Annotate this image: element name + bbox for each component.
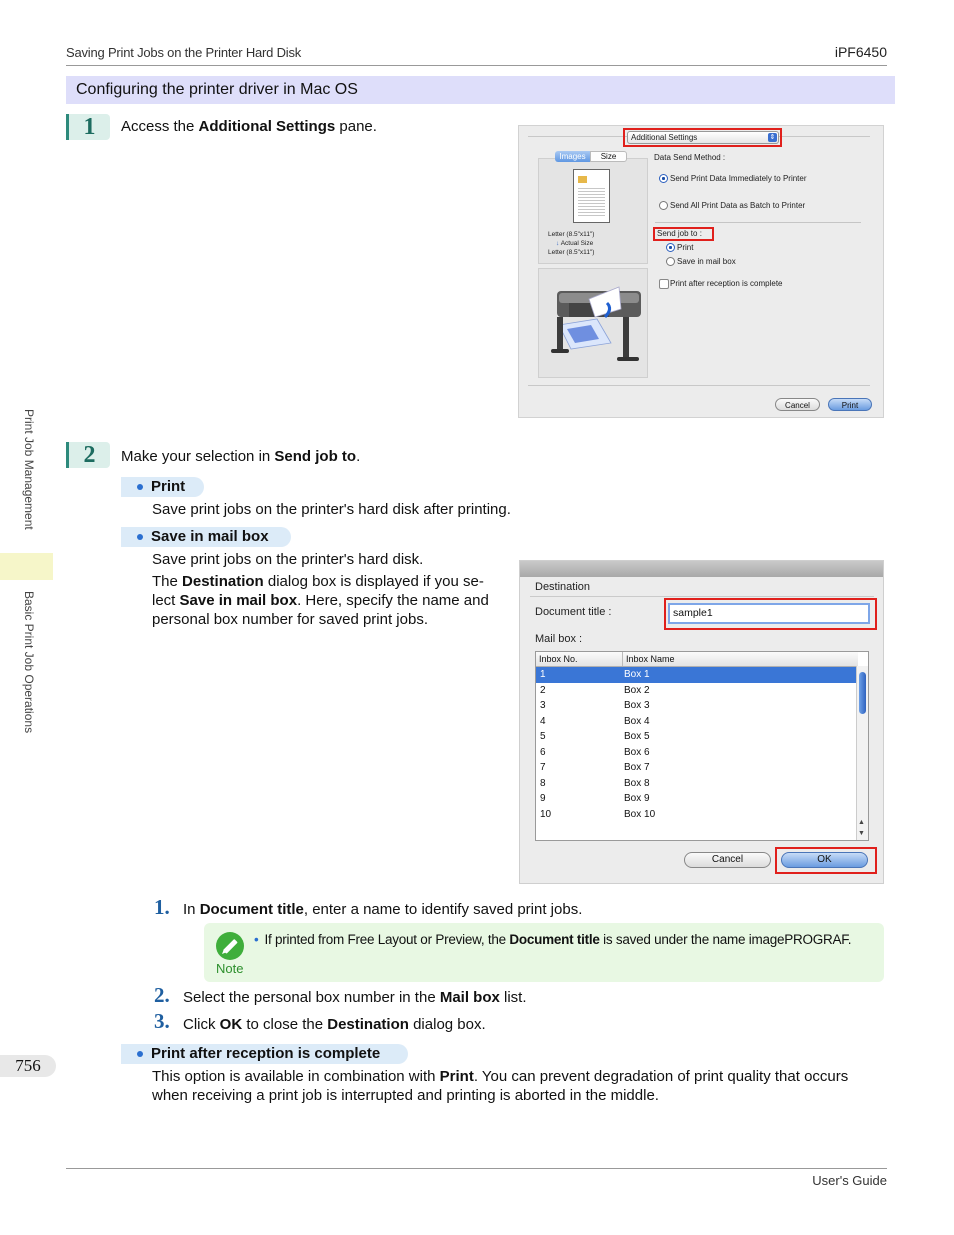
pane-divider [655,222,861,223]
running-header-model: iPF6450 [834,44,887,60]
sidebar-chapter-tab [0,553,53,580]
preview-text-lines [578,186,605,216]
printer-icon [539,269,647,377]
footer-rule [66,1168,887,1169]
paper-size-info: Letter (8.5"x11") ↓ Actual Size Letter (8.5"x11") [548,231,595,256]
table-row[interactable]: 5 Box 5 [540,731,650,742]
table-row[interactable]: 3 Box 3 [540,700,650,711]
footer-guide-name: User's Guide [812,1173,887,1188]
dialog-titlebar [520,561,883,577]
arrow-down-icon: ↓ [556,240,560,247]
table-row[interactable]: 6 Box 6 [540,746,650,758]
option-print-heading: Print [121,477,204,497]
substep-number-3: 3. [154,1009,170,1033]
data-send-method-label: Data Send Method : [654,153,726,162]
printer-illustration [538,268,648,378]
send-job-to-label: Send job to : [657,229,702,238]
option-print-after-description: This option is available in combination with Print. You can prevent degradation of print quality that occurs when receiving a print job is interrupted and printing is aborted in the middle. [152,1068,849,1104]
running-header-section: Saving Print Jobs on the Printer Hard Disk [66,45,302,60]
bullet-icon [137,1051,143,1057]
substep-number-2: 2. [154,983,170,1007]
table-row[interactable]: 4 Box 4 [540,715,650,727]
substep-1-text: In Document title, enter a name to identify saved print jobs. [183,901,583,918]
radio-print-label: Print [677,243,694,252]
substep-2-text: Select the personal box number in the Mail box list. [183,989,527,1006]
dialog-cancel-button[interactable]: Cancel [684,852,771,868]
scrollbar-thumb[interactable] [859,672,866,714]
mail-box-list[interactable] [535,651,869,841]
option-mailbox-heading: Save in mail box [121,527,291,547]
mail-box-scrollbar[interactable] [856,666,868,840]
pane-popup[interactable] [627,131,779,144]
cancel-button[interactable]: Cancel [775,398,820,411]
radio-save-in-mail-box[interactable] [666,257,675,266]
option-mailbox-detail: The Destination dialog box is displayed if you se- lect Save in mail box. Here, specify the name and personal box number for saved print jobs. [152,573,489,628]
column-inbox-name[interactable]: Inbox Name [622,652,675,666]
document-title-label: Document title : [535,606,612,618]
table-row[interactable]: 1 Box 1 [536,667,858,683]
dialog-title: Destination [535,581,591,593]
substep-number-1: 1. [154,895,170,919]
bullet-icon [137,534,143,540]
tab-size[interactable]: Size [590,151,627,162]
pane-popup-label: Additional Settings [631,133,698,142]
option-print-description: Save print jobs on the printer's hard disk after printing. [152,501,511,518]
step-number-1: 1 [66,114,110,140]
radio-send-immediately[interactable] [659,174,668,183]
radio-send-batch[interactable] [659,201,668,210]
checkbox-print-after-reception[interactable] [659,279,669,289]
preview-tabs [555,151,627,162]
button-separator [528,385,870,386]
table-row[interactable]: 8 Box 8 [540,777,650,789]
header-rule [66,65,887,66]
tab-images[interactable]: Images [555,151,590,162]
checkbox-print-after-reception-label: Print after reception is complete [670,279,783,288]
table-row[interactable]: 10 Box 10 [540,808,656,820]
section-title: Configuring the printer driver in Mac OS [66,76,895,104]
table-row[interactable]: 9 Box 9 [540,793,650,804]
substep-3-text: Click OK to close the Destination dialog box. [183,1016,486,1033]
step-number-2: 2 [66,442,110,468]
mail-box-list-header [536,652,858,667]
scroll-up-arrow-icon[interactable]: ▲ [858,819,865,826]
sidebar-subchapter-label: Basic Print Job Operations [22,591,36,734]
note-label: Note [216,961,244,976]
page-number: 756 [0,1055,56,1077]
note-pencil-icon [216,932,244,960]
dialog-ok-button[interactable]: OK [781,852,868,868]
table-row[interactable]: 2 Box 2 [540,684,650,696]
popup-arrows-icon: ⇕ [769,134,776,141]
step-2-text: Make your selection in Send job to. [121,448,361,465]
print-button[interactable]: Print [828,398,872,411]
page-preview [573,169,610,223]
radio-send-immediately-label: Send Print Data Immediately to Printer [670,174,807,183]
option-print-after-heading: Print after reception is complete [121,1044,408,1064]
bullet-icon [137,484,143,490]
scroll-down-arrow-icon[interactable]: ▼ [858,830,865,837]
radio-send-batch-label: Send All Print Data as Batch to Printer [670,201,806,210]
radio-save-in-mail-box-label: Save in mail box [677,257,736,266]
document-title-input[interactable]: sample1 [668,603,870,624]
option-mailbox-description: Save print jobs on the printer's hard disk. [152,551,424,568]
column-inbox-no[interactable]: Inbox No. [539,654,578,664]
step-1-text: Access the Additional Settings pane. [121,118,377,135]
mail-box-label: Mail box : [535,633,583,645]
table-row[interactable]: 7 Box 7 [540,762,650,773]
sidebar-chapter-label: Print Job Management [22,409,36,530]
note-text: • If printed from Free Layout or Preview, the Document title is saved under the name imagePROGRAF. [254,932,852,947]
preview-image-icon [578,176,587,183]
note-bullet-icon: • [254,932,259,947]
radio-print[interactable] [666,243,675,252]
dialog-divider [530,596,874,597]
